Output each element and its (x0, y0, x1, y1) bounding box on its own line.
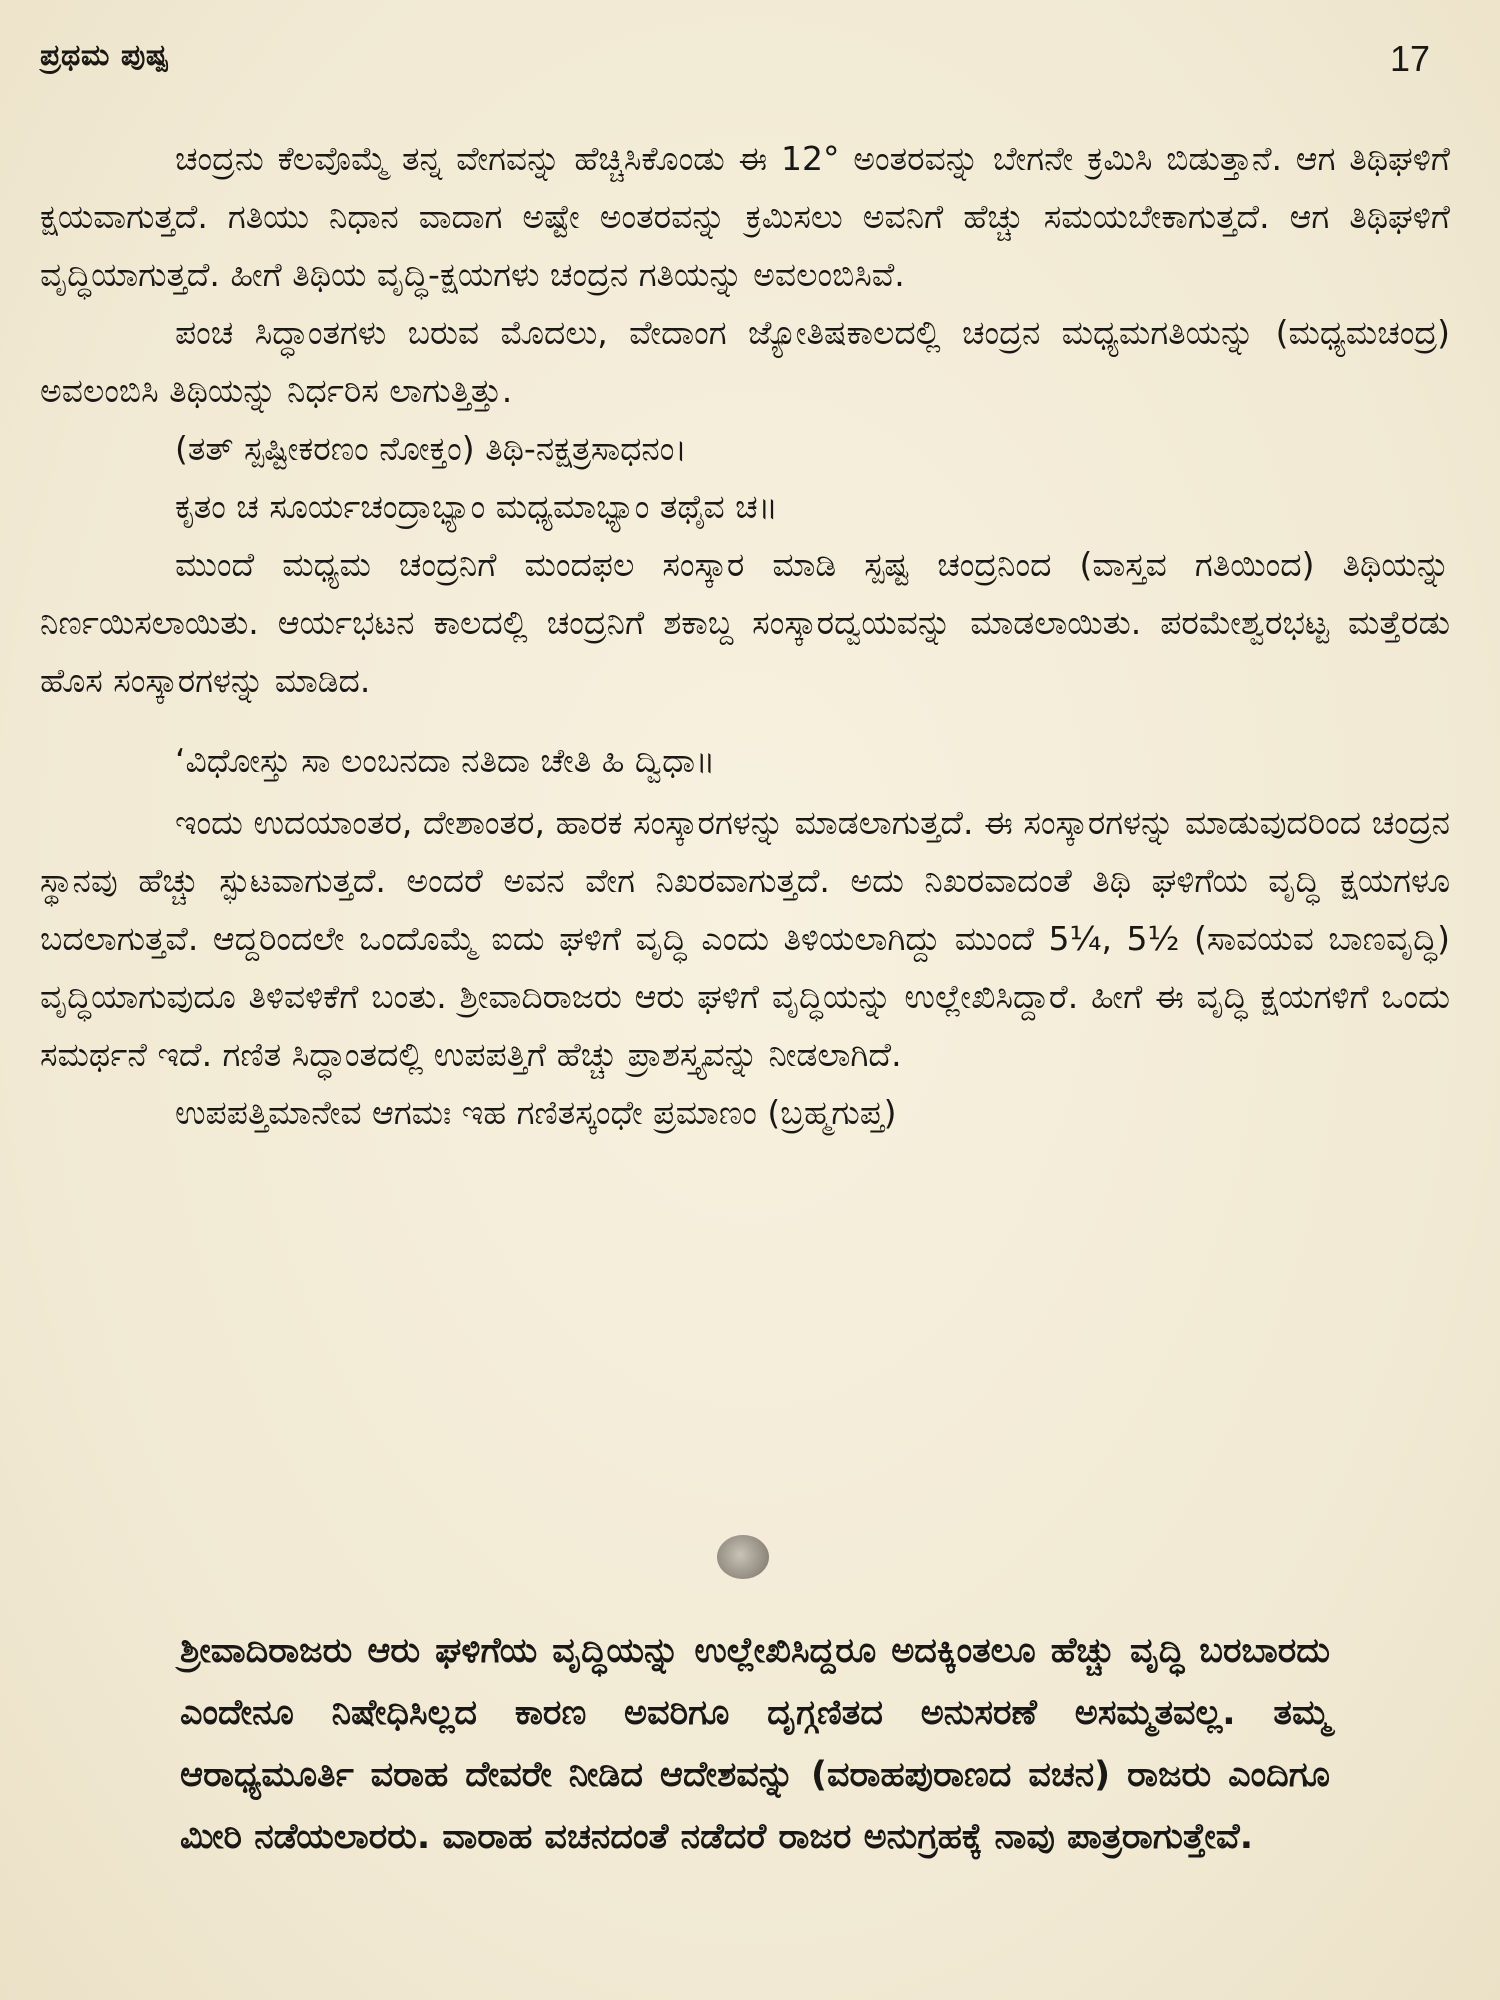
footnote-box (180, 1620, 1330, 1868)
main-text (40, 130, 1450, 1142)
circle-ornament-icon (717, 1535, 769, 1579)
verse-2: ‘ವಿಧೋಸ್ತು ಸಾ ಲಂಬನದಾ ನತಿದಾ ಚೇತಿ ಹಿ ದ್ವಿಧಾ॥ (175, 741, 716, 780)
page-number: 17 (1389, 38, 1430, 79)
running-head: ಪ್ರಥಮ ಪುಷ್ಪ (40, 38, 170, 73)
page-header (40, 38, 1430, 98)
paragraph-4: ಇಂದು ಉದಯಾಂತರ, ದೇಶಾಂತರ, ಹಾರಕ ಸಂಸ್ಕಾರಗಳನ್ನು ಮಾಡಲಾಗುತ್ತದೆ. ಈ ಸಂಸ್ಕಾರಗಳನ್ನು ಮಾಡುವುದರಿಂದ ಚಂದ್ರನ ಸ್ಥಾನವು ಹೆಚ್ಚು ಸ್ಫುಟವಾಗುತ್ತದೆ. ಅಂದರೆ ಅವನ ವೇಗ ನಿಖರವಾಗುತ್ತದೆ. ಅದು ನಿಖರವಾದಂತೆ ತಿಥಿ ಘಳಿಗೆಯ ವೃದ್ಧಿ ಕ್ಷಯಗಳೂ ಬದಲಾಗುತ್ತವೆ. ಆದ್ದರಿಂದಲೇ ಒಂದೊಮ್ಮೆ ಐದು ಘಳಿಗೆ ವೃದ್ಧಿ ಎಂದು ತಿಳಿಯಲಾಗಿದ್ದು ಮುಂದೆ 5¼, 5½ (ಸಾವಯವ ಬಾಣವೃದ್ಧಿ) ವೃದ್ಧಿಯಾಗುವುದೂ ತಿಳಿವಳಿಕೆಗೆ ಬಂತು. ಶ್ರೀವಾದಿರಾಜರು ಆರು ಘಳಿಗೆ ವೃದ್ಧಿಯನ್ನು ಉಲ್ಲೇಖಿಸಿದ್ದಾರೆ. ಹೀಗೆ ಈ ವೃದ್ಧಿ ಕ್ಷಯಗಳಿಗೆ ಒಂದು ಸಮರ್ಥನೆ ಇದೆ. ಗಣಿತ ಸಿದ್ಧಾಂತದಲ್ಲಿ ಉಪಪತ್ತಿಗೆ ಹೆಚ್ಚು ಪ್ರಾಶಸ್ತ್ಯವನ್ನು ನೀಡಲಾಗಿದೆ. (40, 803, 1450, 1074)
verse-1-line-2: ಕೃತಂ ಚ ಸೂರ್ಯಚಂದ್ರಾಭ್ಯಾಂ ಮಧ್ಯಮಾಭ್ಯಾಂ ತಥೈವ ಚ॥ (175, 487, 778, 526)
paragraph-1: ಚಂದ್ರನು ಕೆಲವೊಮ್ಮೆ ತನ್ನ ವೇಗವನ್ನು ಹೆಚ್ಚಿಸಿಕೊಂಡು ಈ 12° ಅಂತರವನ್ನು ಬೇಗನೇ ಕ್ರಮಿಸಿ ಬಿಡುತ್ತಾನೆ. ಆಗ ತಿಥಿಘಳಿಗೆ ಕ್ಷಯವಾಗುತ್ತದೆ. ಗತಿಯು ನಿಧಾನ ವಾದಾಗ ಅಷ್ಟೇ ಅಂತರವನ್ನು ಕ್ರಮಿಸಲು ಅವನಿಗೆ ಹೆಚ್ಚು ಸಮಯಬೇಕಾಗುತ್ತದೆ. ಆಗ ತಿಥಿಘಳಿಗೆ ವೃದ್ಧಿಯಾಗುತ್ತದೆ. ಹೀಗೆ ತಿಥಿಯ ವೃದ್ಧಿ-ಕ್ಷಯಗಳು ಚಂದ್ರನ ಗತಿಯನ್ನು ಅವಲಂಬಿಸಿವೆ. (40, 139, 1450, 294)
paragraph-3: ಮುಂದೆ ಮಧ್ಯಮ ಚಂದ್ರನಿಗೆ ಮಂದಫಲ ಸಂಸ್ಕಾರ ಮಾಡಿ ಸ್ಪಷ್ಟ ಚಂದ್ರನಿಂದ (ವಾಸ್ತವ ಗತಿಯಿಂದ) ತಿಥಿಯನ್ನು ನಿರ್ಣಯಿಸಲಾಯಿತು. ಆರ್ಯಭಟನ ಕಾಲದಲ್ಲಿ ಚಂದ್ರನಿಗೆ ಶಕಾಬ್ದ ಸಂಸ್ಕಾರದ್ವಯವನ್ನು ಮಾಡಲಾಯಿತು. ಪರಮೇಶ್ವರಭಟ್ಟ ಮತ್ತೆರಡು ಹೊಸ ಸಂಸ್ಕಾರಗಳನ್ನು ಮಾಡಿದ. (40, 545, 1450, 700)
quote-line: ಉಪಪತ್ತಿಮಾನೇವ ಆಗಮಃ ಇಹ ಗಣಿತಸ್ಕಂಧೇ ಪ್ರಮಾಣಂ (ಬ್ರಹ್ಮಗುಪ್ತ) (175, 1093, 897, 1132)
paragraph-2: ಪಂಚ ಸಿದ್ಧಾಂತಗಳು ಬರುವ ಮೊದಲು, ವೇದಾಂಗ ಜ್ಯೋತಿಷಕಾಲದಲ್ಲಿ ಚಂದ್ರನ ಮಧ್ಯಮಗತಿಯನ್ನು (ಮಧ್ಯಮಚಂದ್ರ) ಅವಲಂಬಿಸಿ ತಿಥಿಯನ್ನು ನಿರ್ಧರಿಸ ಲಾಗುತ್ತಿತ್ತು. (40, 313, 1450, 410)
footnote-text: ಶ್ರೀವಾದಿರಾಜರು ಆರು ಘಳಿಗೆಯ ವೃದ್ಧಿಯನ್ನು ಉಲ್ಲೇಖಿಸಿದ್ದರೂ ಅದಕ್ಕಿಂತಲೂ ಹೆಚ್ಚು ವೃದ್ಧಿ ಬರಬಾರದು ಎಂದೇನೂ ನಿಷೇಧಿಸಿಲ್ಲದ ಕಾರಣ ಅವರಿಗೂ ದೃಗ್ಗಣಿತದ ಅನುಸರಣೆ ಅಸಮ್ಮತವಲ್ಲ. ತಮ್ಮ ಆರಾಧ್ಯಮೂರ್ತಿ ವರಾಹ ದೇವರೇ ನೀಡಿದ ಆದೇಶವನ್ನು (ವರಾಹಪುರಾಣದ ವಚನ) ರಾಜರು ಎಂದಿಗೂ ಮೀರಿ ನಡೆಯಲಾರರು. ವಾರಾಹ ವಚನದಂತೆ ನಡೆದರೆ ರಾಜರ ಅನುಗ್ರಹಕ್ಕೆ ನಾವು ಪಾತ್ರರಾಗುತ್ತೇವೆ. (180, 1631, 1330, 1857)
verse-1-line-1: (ತತ್ ಸ್ಪಷ್ಟೀಕರಣಂ ನೋಕ್ತಂ) ತಿಥಿ-ನಕ್ಷತ್ರಸಾಧನಂ। (175, 429, 687, 468)
